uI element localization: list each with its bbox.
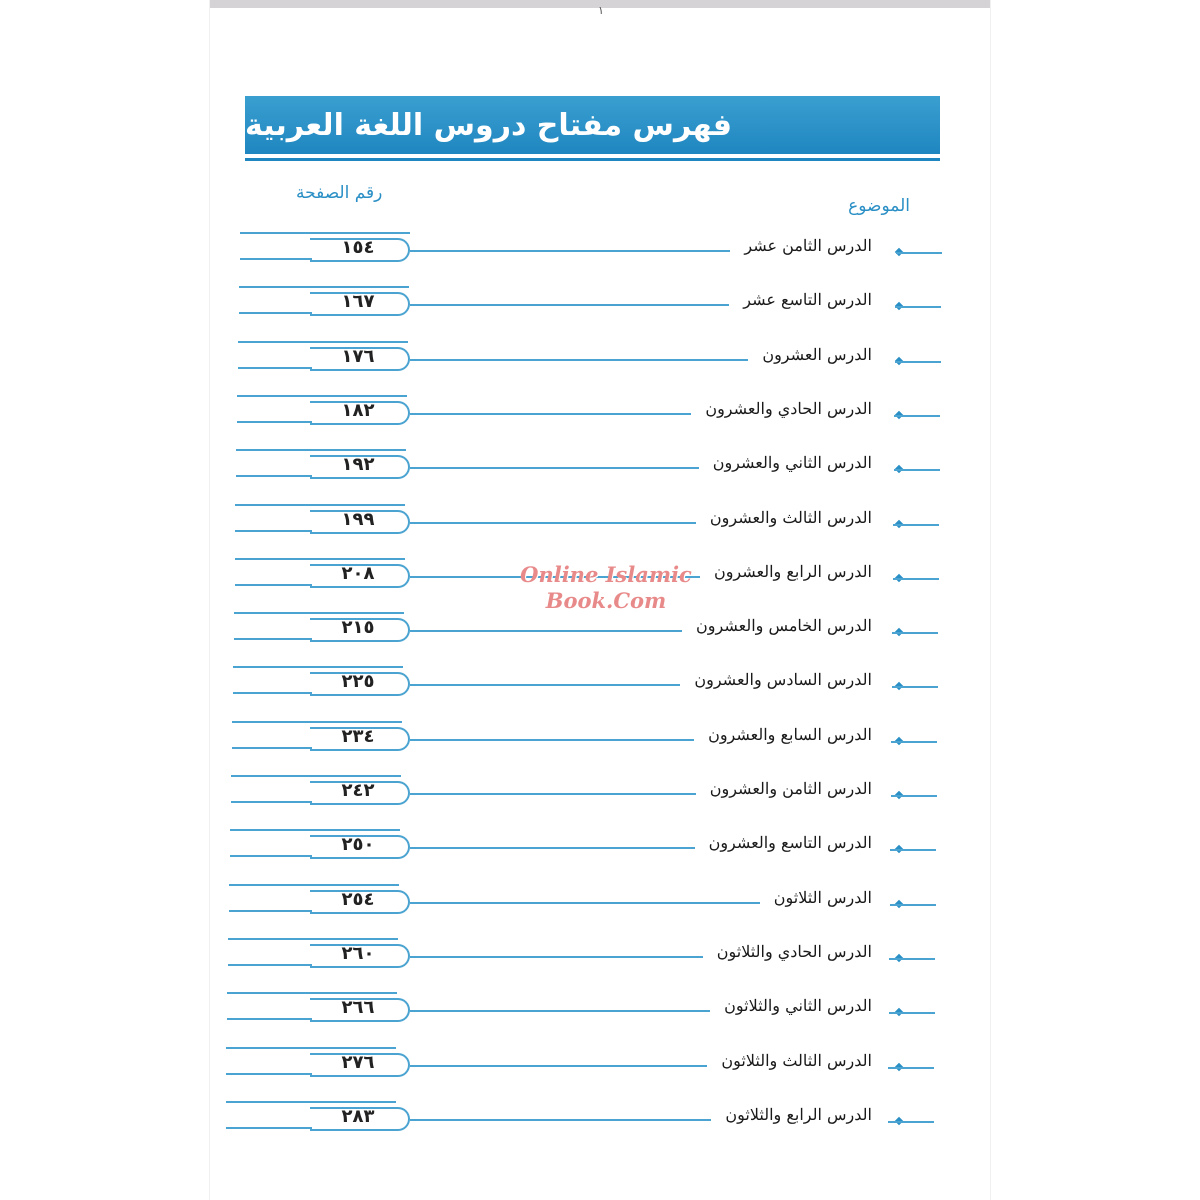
entry-top-rule [236, 449, 406, 451]
document-page [210, 0, 990, 1200]
entry-top-rule [233, 666, 403, 668]
toc-entry [210, 449, 990, 489]
watermark-line-2: Book.Com [545, 588, 667, 613]
entry-page-number: ٢٨٣ [341, 1105, 375, 1127]
toc-entry [210, 992, 990, 1032]
entry-leader-line [410, 413, 691, 415]
entry-page-number: ٢٦٠ [341, 942, 375, 964]
entry-page-number: ١٦٧ [341, 291, 375, 313]
entry-leader-line [410, 1065, 707, 1067]
entry-leader-line [410, 467, 699, 469]
toc-entry [210, 884, 990, 924]
entry-bottom-rule [234, 638, 312, 640]
entry-leader-line [410, 1010, 710, 1012]
entry-leader-line [410, 250, 730, 252]
entry-leader-line [410, 793, 696, 795]
entry-title: الدرس الحادي والثلاثون [716, 941, 872, 961]
entry-end-rule [893, 524, 939, 526]
entry-top-rule [226, 1101, 396, 1103]
entry-title: الدرس الثلاثون [773, 887, 872, 907]
entry-bottom-rule [235, 530, 312, 532]
entry-bottom-rule [226, 1127, 312, 1129]
toc-entry [210, 1047, 990, 1087]
entry-end-rule [888, 1121, 934, 1123]
entry-leader-line [410, 902, 760, 904]
entry-end-rule [889, 958, 935, 960]
entry-top-rule [232, 721, 402, 723]
toc-entry [210, 612, 990, 652]
entry-title: الدرس الرابع والثلاثون [725, 1104, 872, 1124]
entry-page-number: ٢٧٦ [341, 1051, 375, 1073]
entry-bottom-rule [238, 367, 312, 369]
entry-end-rule [890, 904, 936, 906]
entry-page-number: ٢٣٤ [341, 725, 375, 747]
page-title: فهرس مفتاح دروس اللغة العربية [245, 107, 733, 143]
entry-title: الدرس الثاني والثلاثون [724, 996, 872, 1016]
entry-page-number: ١٩٩ [341, 508, 375, 530]
entry-end-rule [892, 686, 938, 688]
entry-page-number: ٢٥٤ [341, 888, 375, 910]
entry-top-rule [230, 829, 400, 831]
entry-bottom-rule [233, 692, 312, 694]
toc-entry [210, 286, 990, 326]
entry-end-rule [894, 415, 940, 417]
entry-end-rule [890, 849, 936, 851]
entry-end-rule [889, 1012, 935, 1014]
toc-entry [210, 666, 990, 706]
page-number-column-header: رقم الصفحة [296, 183, 383, 203]
entry-leader-line [410, 359, 748, 361]
banner-underline [245, 158, 940, 161]
watermark-line-1: Online Islamic [520, 562, 692, 587]
entry-bottom-rule [235, 584, 312, 586]
entry-end-rule [895, 361, 941, 363]
entry-page-number: ٢٤٢ [341, 780, 375, 801]
entry-end-rule [891, 741, 937, 743]
entry-end-rule [895, 306, 941, 308]
entry-top-rule [238, 341, 408, 343]
entry-title: الدرس السادس والعشرون [694, 670, 872, 690]
entry-end-rule [896, 252, 942, 254]
watermark [506, 562, 706, 614]
entry-top-rule [235, 504, 405, 506]
entry-leader-line [410, 956, 703, 958]
toc-entry [210, 1101, 990, 1141]
entry-title: الدرس السابع والعشرون [708, 724, 872, 744]
entry-bottom-rule [226, 1073, 312, 1075]
entry-bottom-rule [236, 475, 312, 477]
entry-title: الدرس الثالث والثلاثون [721, 1050, 872, 1070]
entry-end-rule [893, 578, 939, 580]
entry-title: الدرس الثاني والعشرون [712, 453, 872, 473]
entry-top-rule [231, 775, 401, 777]
entry-end-rule [891, 795, 937, 797]
entry-leader-line [410, 847, 695, 849]
toc-entry [210, 341, 990, 381]
entry-bottom-rule [227, 1018, 312, 1020]
entry-end-rule [894, 469, 940, 471]
entry-title: الدرس العشرون [762, 344, 872, 364]
toc-entry [210, 232, 990, 272]
entry-title: الدرس التاسع عشر [743, 290, 872, 310]
entry-title: الدرس الثالث والعشرون [709, 507, 872, 527]
toc-entry [210, 775, 990, 815]
entry-bottom-rule [230, 855, 312, 857]
entry-page-number: ٢٢٥ [341, 671, 375, 693]
entry-end-rule [888, 1067, 934, 1069]
entry-title: الدرس الرابع والعشرون [713, 561, 872, 581]
entry-title: الدرس الثامن عشر [744, 236, 872, 255]
topic-column-header: الموضوع [848, 196, 910, 216]
entry-bottom-rule [229, 910, 312, 912]
entry-top-rule [239, 286, 409, 288]
entry-leader-line [410, 739, 694, 741]
entry-bottom-rule [231, 801, 312, 803]
entry-end-rule [892, 632, 938, 634]
entry-bottom-rule [240, 258, 312, 260]
title-banner [245, 96, 940, 154]
entry-page-number: ٢١٥ [341, 617, 375, 639]
entry-top-rule [229, 884, 399, 886]
entry-top-rule [240, 232, 410, 234]
entry-bottom-rule [232, 747, 312, 749]
entry-bottom-rule [239, 312, 312, 314]
entry-top-rule [228, 938, 398, 940]
toc-entry [210, 829, 990, 869]
toc-entry [210, 938, 990, 978]
entry-leader-line [410, 630, 682, 632]
entry-leader-line [410, 522, 696, 524]
entry-page-number: ٢٦٦ [341, 997, 375, 1019]
entry-page-number: ١٥٤ [341, 237, 375, 258]
entry-title: الدرس الثامن والعشرون [709, 779, 872, 798]
entry-leader-line [410, 684, 680, 686]
entry-top-rule [226, 1047, 396, 1049]
entry-page-number: ٢٥٠ [341, 834, 375, 856]
entry-page-number: ١٧٦ [341, 345, 375, 367]
toc-entry [210, 504, 990, 544]
page-marker: ١ [598, 4, 604, 17]
entry-page-number: ٢٠٨ [341, 562, 375, 584]
entry-page-number: ١٩٢ [341, 454, 375, 476]
entry-leader-line [410, 1119, 711, 1121]
entry-top-rule [235, 558, 405, 560]
entry-title: الدرس الخامس والعشرون [696, 616, 872, 636]
entry-page-number: ١٨٢ [341, 399, 375, 421]
entry-title: الدرس الحادي والعشرون [705, 398, 872, 418]
toc-entry [210, 721, 990, 761]
entry-bottom-rule [237, 421, 312, 423]
entry-top-rule [234, 612, 404, 614]
entry-title: الدرس التاسع والعشرون [708, 833, 872, 853]
entry-top-rule [237, 395, 407, 397]
toc-entry [210, 395, 990, 435]
entry-leader-line [410, 304, 729, 306]
entry-bottom-rule [228, 964, 312, 966]
entry-top-rule [227, 992, 397, 994]
